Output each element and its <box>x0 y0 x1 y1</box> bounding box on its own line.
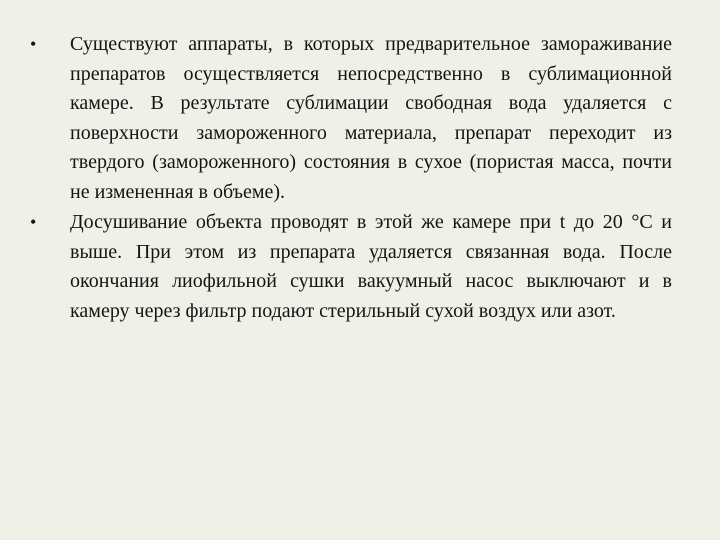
bullet-text: Досушивание объекта проводят в этой же камере при t до 20 °С и выше. При этом из препарата удаляется связанная вода. После окончания лиофильной сушки вакуумный насос выключают и в камеру через фильтр подают стерильный сухой воздух или азот. <box>70 210 672 322</box>
bullet-text: Существуют аппараты, в которых предварительное замораживание препаратов осуществляется непосредственно в сублимационной камере. В результате сублимации свободная вода удаляется с поверхности замороженного материала, препарат переходит из твердого (замороженного) состояния в сухое (пористая масса, почти не измененная в объеме). <box>70 33 672 203</box>
bullet-marker: • <box>30 211 37 232</box>
bullet-marker: • <box>30 34 37 54</box>
bullet-item-freezing <box>30 30 672 208</box>
bullet-list <box>30 30 672 327</box>
bullet-item-drying <box>30 208 672 326</box>
